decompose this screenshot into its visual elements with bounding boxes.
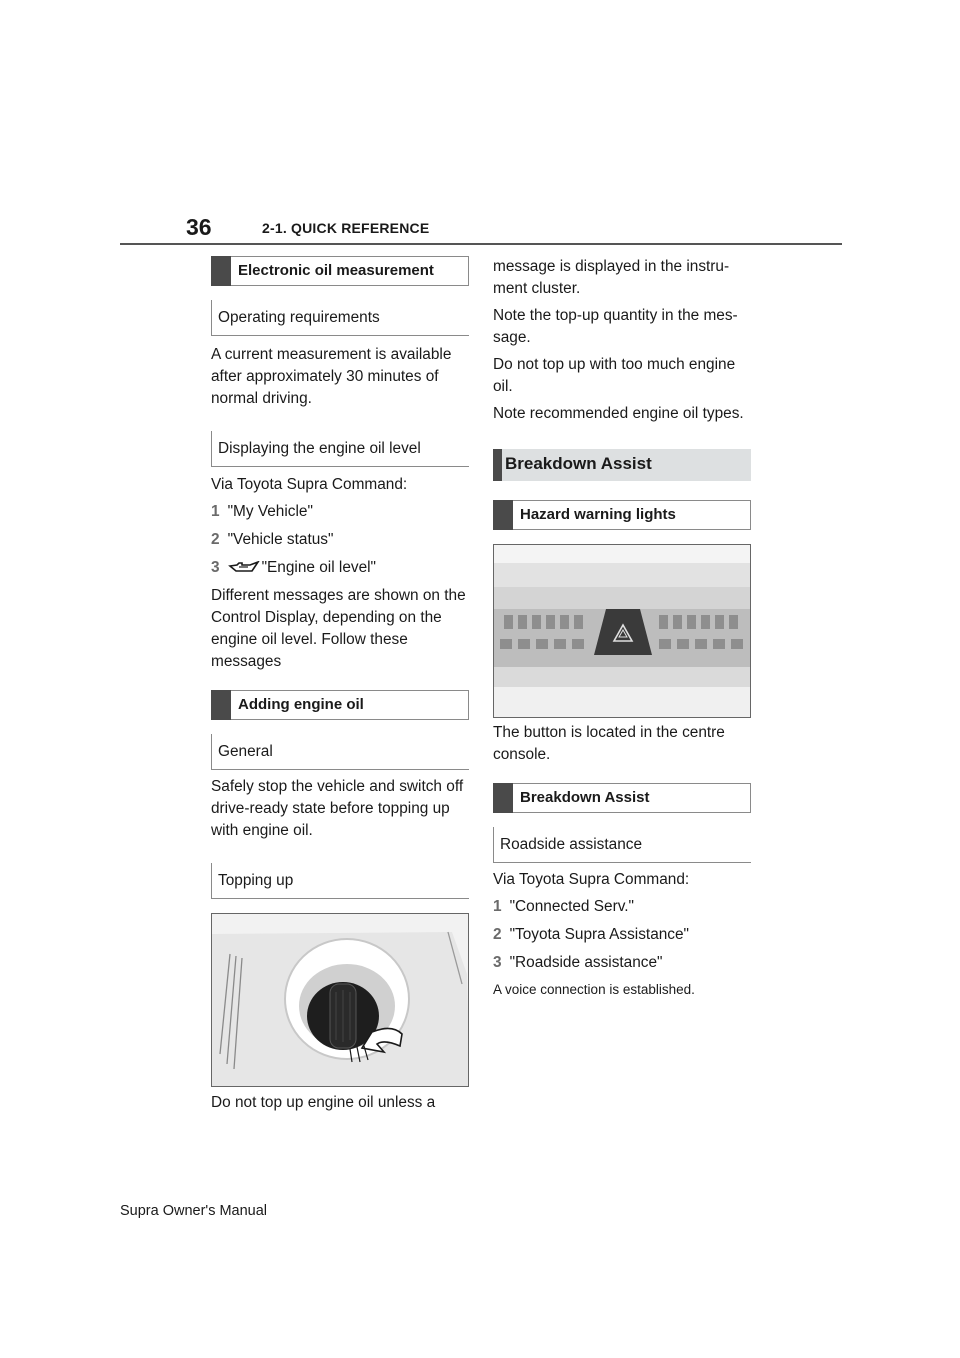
paragraph: A current measurement is available after approximately 30 minutes of normal driving. <box>211 346 452 407</box>
heading-electronic-oil <box>211 256 469 286</box>
hazard-console-illustration <box>494 545 750 718</box>
bighead-text: Breakdown Assist <box>505 454 652 473</box>
step-number: 1 <box>493 898 502 915</box>
heading-text: Breakdown Assist <box>520 789 650 806</box>
heading-adding-oil <box>211 690 469 720</box>
heading-text: Hazard warning lights <box>520 506 676 523</box>
heading-breakdown-assist <box>493 783 751 813</box>
step-item <box>493 924 751 946</box>
subhead-text: Roadside assistance <box>500 836 643 853</box>
subhead-text: General <box>218 743 273 760</box>
step-item <box>493 896 751 918</box>
subhead-topping-up <box>211 863 469 899</box>
subhead-operating-requirements <box>211 300 469 336</box>
step-number: 3 <box>211 559 220 576</box>
subhead-displaying-oil-level <box>211 431 469 467</box>
subhead-text: Operating requirements <box>218 309 380 326</box>
subhead-text: Topping up <box>218 872 294 889</box>
step-number: 3 <box>493 954 502 971</box>
heading-hazard-lights <box>493 500 751 530</box>
paragraph: Do not top up engine oil unless a <box>211 1094 436 1111</box>
heading-bar <box>211 256 231 286</box>
paragraph: Note recommended engine oil types. <box>493 405 744 422</box>
step-text: "Toyota Supra Assistance" <box>509 926 690 943</box>
heading-bar <box>493 449 502 481</box>
step-number: 2 <box>493 926 502 943</box>
subhead-general <box>211 734 469 770</box>
subhead-roadside-assistance <box>493 827 751 863</box>
oil-filler-illustration <box>212 914 469 1087</box>
step-text: "Vehicle status" <box>227 531 334 548</box>
paragraph: Different messages are shown on the Control Display, depending on the engine oil level. Follow these messages <box>211 587 466 670</box>
paragraph: Do not top up with too much engine oil. <box>493 356 736 395</box>
step-text: "Engine oil level" <box>261 559 377 576</box>
step-item <box>493 952 751 974</box>
step-item <box>211 501 469 523</box>
heading-bar <box>493 783 513 813</box>
step-text: "Connected Serv." <box>509 898 634 915</box>
step-item <box>211 529 469 551</box>
step-text: "My Vehicle" <box>227 503 313 520</box>
paragraph: Via Toyota Supra Command: <box>211 476 408 493</box>
paragraph: message is displayed in the instru- ment cluster. <box>493 258 730 297</box>
section-title: 2-1. QUICK REFERENCE <box>262 220 430 236</box>
heading-text: Adding engine oil <box>238 696 364 713</box>
step-item <box>211 557 469 579</box>
page-number: 36 <box>186 214 212 240</box>
paragraph: The button is located in the centre console. <box>493 724 725 763</box>
oil-can-icon <box>228 561 260 575</box>
subhead-text: Displaying the engine oil level <box>218 440 421 457</box>
right-column <box>493 256 751 1005</box>
note: A voice connection is established. <box>493 982 695 997</box>
heading-text: Electronic oil measurement <box>238 262 434 279</box>
paragraph: Safely stop the vehicle and switch off drive-ready state before topping up with engine oil. <box>211 778 464 839</box>
step-number: 2 <box>211 531 220 548</box>
paragraph: Via Toyota Supra Command: <box>493 871 690 888</box>
hazard-button-figure <box>493 544 751 718</box>
left-column <box>211 256 469 1119</box>
heading-bar <box>493 500 513 530</box>
oil-filler-cap-figure <box>211 913 469 1087</box>
step-number: 1 <box>211 503 220 520</box>
paragraph: Note the top-up quantity in the mes- sage. <box>493 307 738 346</box>
footer-manual-title: Supra Owner's Manual <box>120 1203 268 1219</box>
bighead-breakdown-assist <box>493 449 751 481</box>
step-text: "Roadside assistance" <box>509 954 663 971</box>
heading-bar <box>211 690 231 720</box>
header-rule <box>120 243 842 245</box>
